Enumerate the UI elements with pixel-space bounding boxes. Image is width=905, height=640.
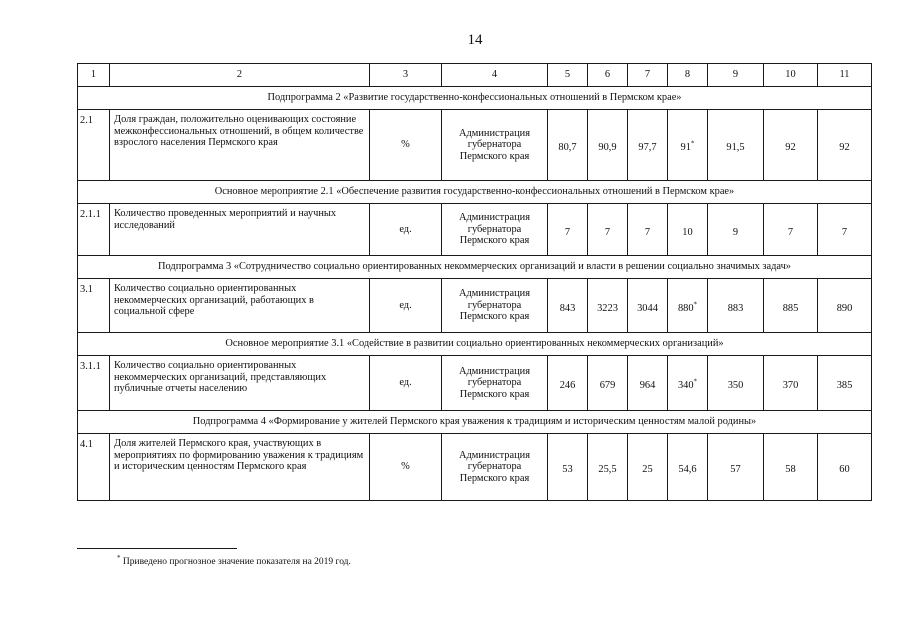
value-col-7: 964 [628,356,668,411]
indicators-table [77,63,872,501]
value-col-7: 7 [628,204,668,256]
page-number: 14 [467,32,483,48]
section-title-row [78,411,872,434]
value-col-11: 385 [818,356,872,411]
value: 340 [677,380,694,392]
table-row [78,434,872,501]
column-header: 7 [628,64,668,87]
section-title: Основное мероприятие 2.1 «Обеспечение развития государственно-конфессиональных отношений в Пермском крае» [78,181,872,204]
value-col-11: 60 [818,434,872,501]
value-col-7: 25 [628,434,668,501]
value-col-8: 54,6 [668,434,708,501]
value-col-5: 246 [548,356,588,411]
footnote-mark: * [117,553,121,562]
value-col-6: 3223 [588,279,628,333]
forecast-mark: * [690,139,695,148]
value-col-9: 9 [708,204,764,256]
value-col-10: 92 [764,110,818,181]
section-title: Подпрограмма 3 «Сотрудничество социально ориентированных некоммерческих организаций и власти в решении социально значимых задач» [78,256,872,279]
value-col-8 [668,356,708,411]
value-col-7: 3044 [628,279,668,333]
section-title: Подпрограмма 2 «Развитие государственно-конфессиональных отношений в Пермском крае» [78,87,872,110]
section-title-row [78,181,872,204]
value-col-6: 90,9 [588,110,628,181]
value-col-7: 97,7 [628,110,668,181]
column-header: 11 [818,64,872,87]
value-col-10: 7 [764,204,818,256]
footnote [117,553,351,567]
unit: ед. [370,279,442,333]
row-number: 3.1.1 [78,356,110,411]
indicator-name: Доля жителей Пермского края, участвующих в мероприятиях по формированию уважения к традициям и историческим ценностям Пермского края [110,434,370,501]
table-row [78,356,872,411]
value-col-8 [668,110,708,181]
value: 91 [680,142,691,154]
value-col-9: 883 [708,279,764,333]
section-title-row [78,256,872,279]
value-col-11: 7 [818,204,872,256]
value-col-10: 58 [764,434,818,501]
indicator-name: Доля граждан, положительно оценивающих состояние межконфессиональных отношений, в общем количестве взрослого населения Пермского края [110,110,370,181]
footnote-text: Приведено прогнозное значение показателя на 2019 год. [122,557,351,567]
value-col-5: 53 [548,434,588,501]
value-col-10: 885 [764,279,818,333]
unit: % [370,434,442,501]
value: 880 [677,302,694,314]
indicator-name: Количество социально ориентированных некоммерческих организаций, работающих в социальной сфере [110,279,370,333]
column-header: 6 [588,64,628,87]
section-title-row [78,333,872,356]
column-header: 4 [442,64,548,87]
column-header: 5 [548,64,588,87]
table-row [78,279,872,333]
value-col-6: 679 [588,356,628,411]
value-col-8 [668,279,708,333]
section-title-row [78,87,872,110]
header-row [78,64,872,87]
section-title: Основное мероприятие 3.1 «Содействие в развитии социально ориентированных некоммерческих организаций» [78,333,872,356]
value-col-10: 370 [764,356,818,411]
column-header: 3 [370,64,442,87]
agency: Администрация губернатора Пермского края [442,434,548,501]
table-row [78,110,872,181]
column-header: 2 [110,64,370,87]
row-number: 4.1 [78,434,110,501]
column-header: 1 [78,64,110,87]
row-number: 2.1.1 [78,204,110,256]
value-col-11: 92 [818,110,872,181]
row-number: 3.1 [78,279,110,333]
column-header: 10 [764,64,818,87]
value-col-5: 843 [548,279,588,333]
column-header: 9 [708,64,764,87]
value-col-6: 7 [588,204,628,256]
agency: Администрация губернатора Пермского края [442,279,548,333]
table-row [78,204,872,256]
agency: Администрация губернатора Пермского края [442,110,548,181]
section-title: Подпрограмма 4 «Формирование у жителей Пермского края уважения к традициям и историческим ценностям малой родины» [78,411,872,434]
value-col-6: 25,5 [588,434,628,501]
unit: ед. [370,356,442,411]
value-col-9: 91,5 [708,110,764,181]
agency: Администрация губернатора Пермского края [442,356,548,411]
row-number: 2.1 [78,110,110,181]
unit: ед. [370,204,442,256]
column-header: 8 [668,64,708,87]
indicator-name: Количество социально ориентированных некоммерческих организаций, представляющих публичные отчеты населению [110,356,370,411]
value-col-5: 80,7 [548,110,588,181]
value-col-9: 350 [708,356,764,411]
agency: Администрация губернатора Пермского края [442,204,548,256]
forecast-mark: * [693,377,698,386]
value-col-9: 57 [708,434,764,501]
value-col-8: 10 [668,204,708,256]
unit: % [370,110,442,181]
indicator-name: Количество проведенных мероприятий и научных исследований [110,204,370,256]
footnote-divider [77,548,237,549]
value-col-5: 7 [548,204,588,256]
value-col-11: 890 [818,279,872,333]
forecast-mark: * [693,300,698,309]
